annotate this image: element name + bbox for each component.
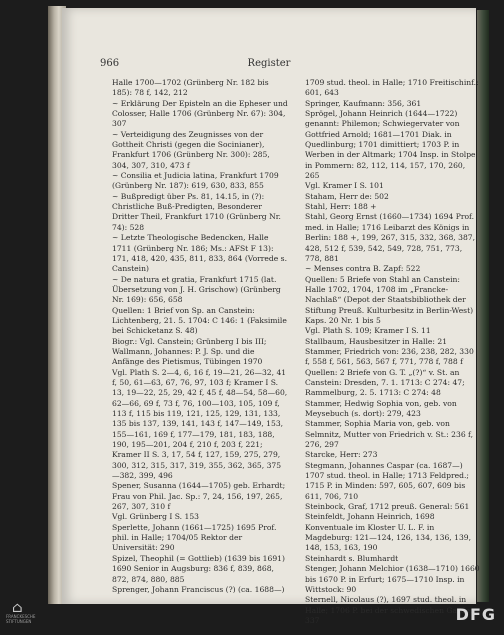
running-head — [62, 58, 476, 72]
index-entry: ~ Menses contra B. Zapf: 522 — [305, 264, 421, 274]
index-entry: Stahl, Herr: 188 + — [305, 202, 377, 212]
index-entry: ~ Letzte Theologische Bedencken, Halle 1711 (Grünberg Nr. 186; Ms.: AFSt F 13): 171, 418, 420, 435, 811, 833, 864 (Vorrede s. Canstein) — [112, 233, 287, 274]
index-entry: Staham, Herr de: 502 — [305, 191, 389, 201]
index-entry: Stallbaum, Hausbesitzer in Halle: 21 — [305, 336, 448, 346]
index-entry: Quellen: 2 Briefe von G. T. „(?)“ v. St. an Canstein: Dresden, 7. 1. 1713: C 274: 47; Rammelburg, 2. 5. 1713: C 274: 48 — [305, 367, 465, 398]
index-entry: Sprenger, Johann Franciscus (?) (ca. 1688—) — [112, 584, 285, 594]
index-entry: Spizel, Theophil (= Gottlieb) (1639 bis 1691) 1690 Senior in Augsburg: 836 f, 839, 868, 872, 874, 880, 885 — [112, 553, 285, 584]
index-entry: Quellen: 1 Brief von Sp. an Canstein: Lichtenberg, 21. 5. 1704: C 146: 1 (Faksimile bei Schicketanz S. 48) — [112, 305, 287, 336]
index-entry: Vgl. Kramer I S. 101 — [305, 181, 384, 191]
index-column-right — [305, 78, 481, 626]
index-entry: Sternell, Nicolaus (?), 1697 stud. theol. in Halle; 1706 P. bei der schwedischen Garde: 337 — [305, 595, 473, 625]
page-number: 966 — [100, 58, 120, 69]
index-entry: Stenger, Johann Melchior (1638—1710) 1660 bis 1670 P. in Erfurt; 1675—1710 Insp. in Wittstock: 90 — [305, 564, 480, 594]
index-entry: Steinhardt s. Blumhardt — [305, 553, 399, 563]
index-entry: Vgl. Plath S. 109; Kramer I S. 11 — [305, 326, 431, 336]
index-entry: 1709 stud. theol. in Halle; 1710 Freitischinf.: 601, 643 — [305, 78, 479, 98]
index-entry: Vgl. Plath S. 2—4, 6, 16 f, 19—21, 26—32, 41 f, 50, 61—63, 67, 76, 97, 103 f; Kramer I S. 13, 19—22, 25, 29, 42 f, 45 f, 48—54, 58—60, 62—66, 69 f, 73 f, 76, 100—103, 105, 109 f, 113 f, 115 bis 119, 121, 125, 129, 131, 133, 135 bis 137, 139, 141, 143 f, 147—149, 153, 155—161, 169 f, 177—179, 181, 183, 188, 190, 195—201, 204 f, 210 f, 203 f, 221; Kramer II S. 3, 17, 54 f, 127, 159, 275, 279, 300, 312, 315, 317, 319, 355, 362, 365, 375—382, 399, 496 — [112, 367, 288, 481]
index-entry: Sprögel, Johann Heinrich (1644—1722) genannt: Philemon; Schwiegervater von Gottfried Arnold; 1681—1701 Diak. in Quedlinburg; 1701 dimittiert; 1703 P. in Werben in der Altmark; 1704 Insp. in Stolpe in Pommern: 82, 112, 114, 157, 170, 260, 265 — [305, 109, 476, 181]
index-entry: ~ De natura et gratia, Frankfurt 1715 (lat. Übersetzung von J. H. Grischow) (Grünberg Nr. 169): 656, 658 — [112, 274, 281, 305]
index-entry: Biogr.: Vgl. Canstein; Grünberg I bis III; Wallmann, Johannes: P. J. Sp. und die Anfänge des Pietismus, Tübingen 1970 — [112, 336, 267, 367]
index-entry: Stahl, Georg Ernst (1660—1734) 1694 Prof. med. in Halle; 1716 Leibarzt des Königs in Berlin: 188 +, 199, 267, 315, 332, 368, 387, 428, 512 f, 539, 542, 549, 728, 751, 773, 778, 881 — [305, 212, 476, 263]
franckesche-stiftungen-logo: ⌂ FRANCKESCHE STIFTUNGEN — [6, 600, 36, 624]
index-entry: ~ Bußpredigt über Ps. 81, 14.15, in (?): Christliche Buß-Predigten, Besonderer Dritter Theil, Frankfurt 1710 (Grünberg Nr. 74): 528 — [112, 191, 281, 232]
index-entry: ~ Consilia et Judicia latina, Frankfurt 1709 (Grünberg Nr. 187): 619, 630, 833, 855 — [112, 171, 279, 191]
index-entry: Starcke, Herr: 273 — [305, 450, 378, 460]
index-entry: ~ Erklärung Der Episteln an die Epheser und Colosser, Halle 1706 (Grünberg Nr. 67): 304, 307 — [112, 98, 288, 129]
index-entry: Steinbock, Graf, 1712 preuß. General: 561 — [305, 502, 470, 512]
index-entry: Halle 1700—1702 (Grünberg Nr. 182 bis 185): 78 f, 142, 212 — [112, 78, 269, 98]
index-column-left — [112, 78, 288, 595]
building-icon: ⌂ — [12, 600, 23, 616]
index-entry: Spener, Susanna (1644—1705) geb. Erhardt; Frau von Phil. Jac. Sp.: 7, 24, 156, 197, 265, 267, 307, 310 f — [112, 481, 286, 512]
index-entry: Quellen: 5 Briefe von Stahl an Canstein: Halle 1702, 1704, 1708 im „Francke-Nachlaß“ (Depot der Staatsbibliothek der Stiftung Preuß. Kulturbesitz in Berlin-West) Kaps. 20 Nr. 1 bis 5 — [305, 274, 474, 325]
index-entry: Vgl. Grünberg I S. 153 — [112, 512, 200, 522]
index-entry: Stammer, Hedwig Sophia von, geb. von Meysebuch (s. dort): 279, 423 — [305, 398, 457, 418]
index-entry: Stegmann, Johannes Caspar (ca. 1687—) 1707 stud. theol. in Halle; 1713 Feldpred.; 1715 P. in Minden: 597, 605, 607, 609 bis 611, 706, 710 — [305, 460, 469, 501]
index-entry: Sperlette, Johann (1661—1725) 1695 Prof. phil. in Halle; 1704/05 Rektor der Universität: 290 — [112, 522, 277, 553]
dfg-logo: DFG — [455, 605, 496, 624]
index-entry: Springer, Kaufmann: 356, 361 — [305, 98, 422, 108]
index-entry: ~ Verteidigung des Zeugnisses von der Gottheit Christi (gegen die Socinianer), Frankfurt 1706 (Grünberg Nr. 300): 285, 304, 307, 310, 473 f — [112, 129, 270, 170]
index-entry: Steinfeldt, Johann Heinrich, 1698 Konventuale im Kloster U. L. F. in Magdeburg: 121—124, 126, 134, 136, 139, 148, 153, 163, 190 — [305, 512, 472, 553]
index-entry: Stammer, Friedrich von: 236, 238, 282, 330 f, 558 f, 561, 563, 567 f, 771, 778 f, 788 f — [305, 346, 474, 367]
section-title: Register — [247, 58, 291, 69]
index-entry: Stammer, Sophia Maria von, geb. von Selmnitz, Mutter von Friedrich v. St.: 236 f, 276, 297 — [305, 419, 474, 450]
